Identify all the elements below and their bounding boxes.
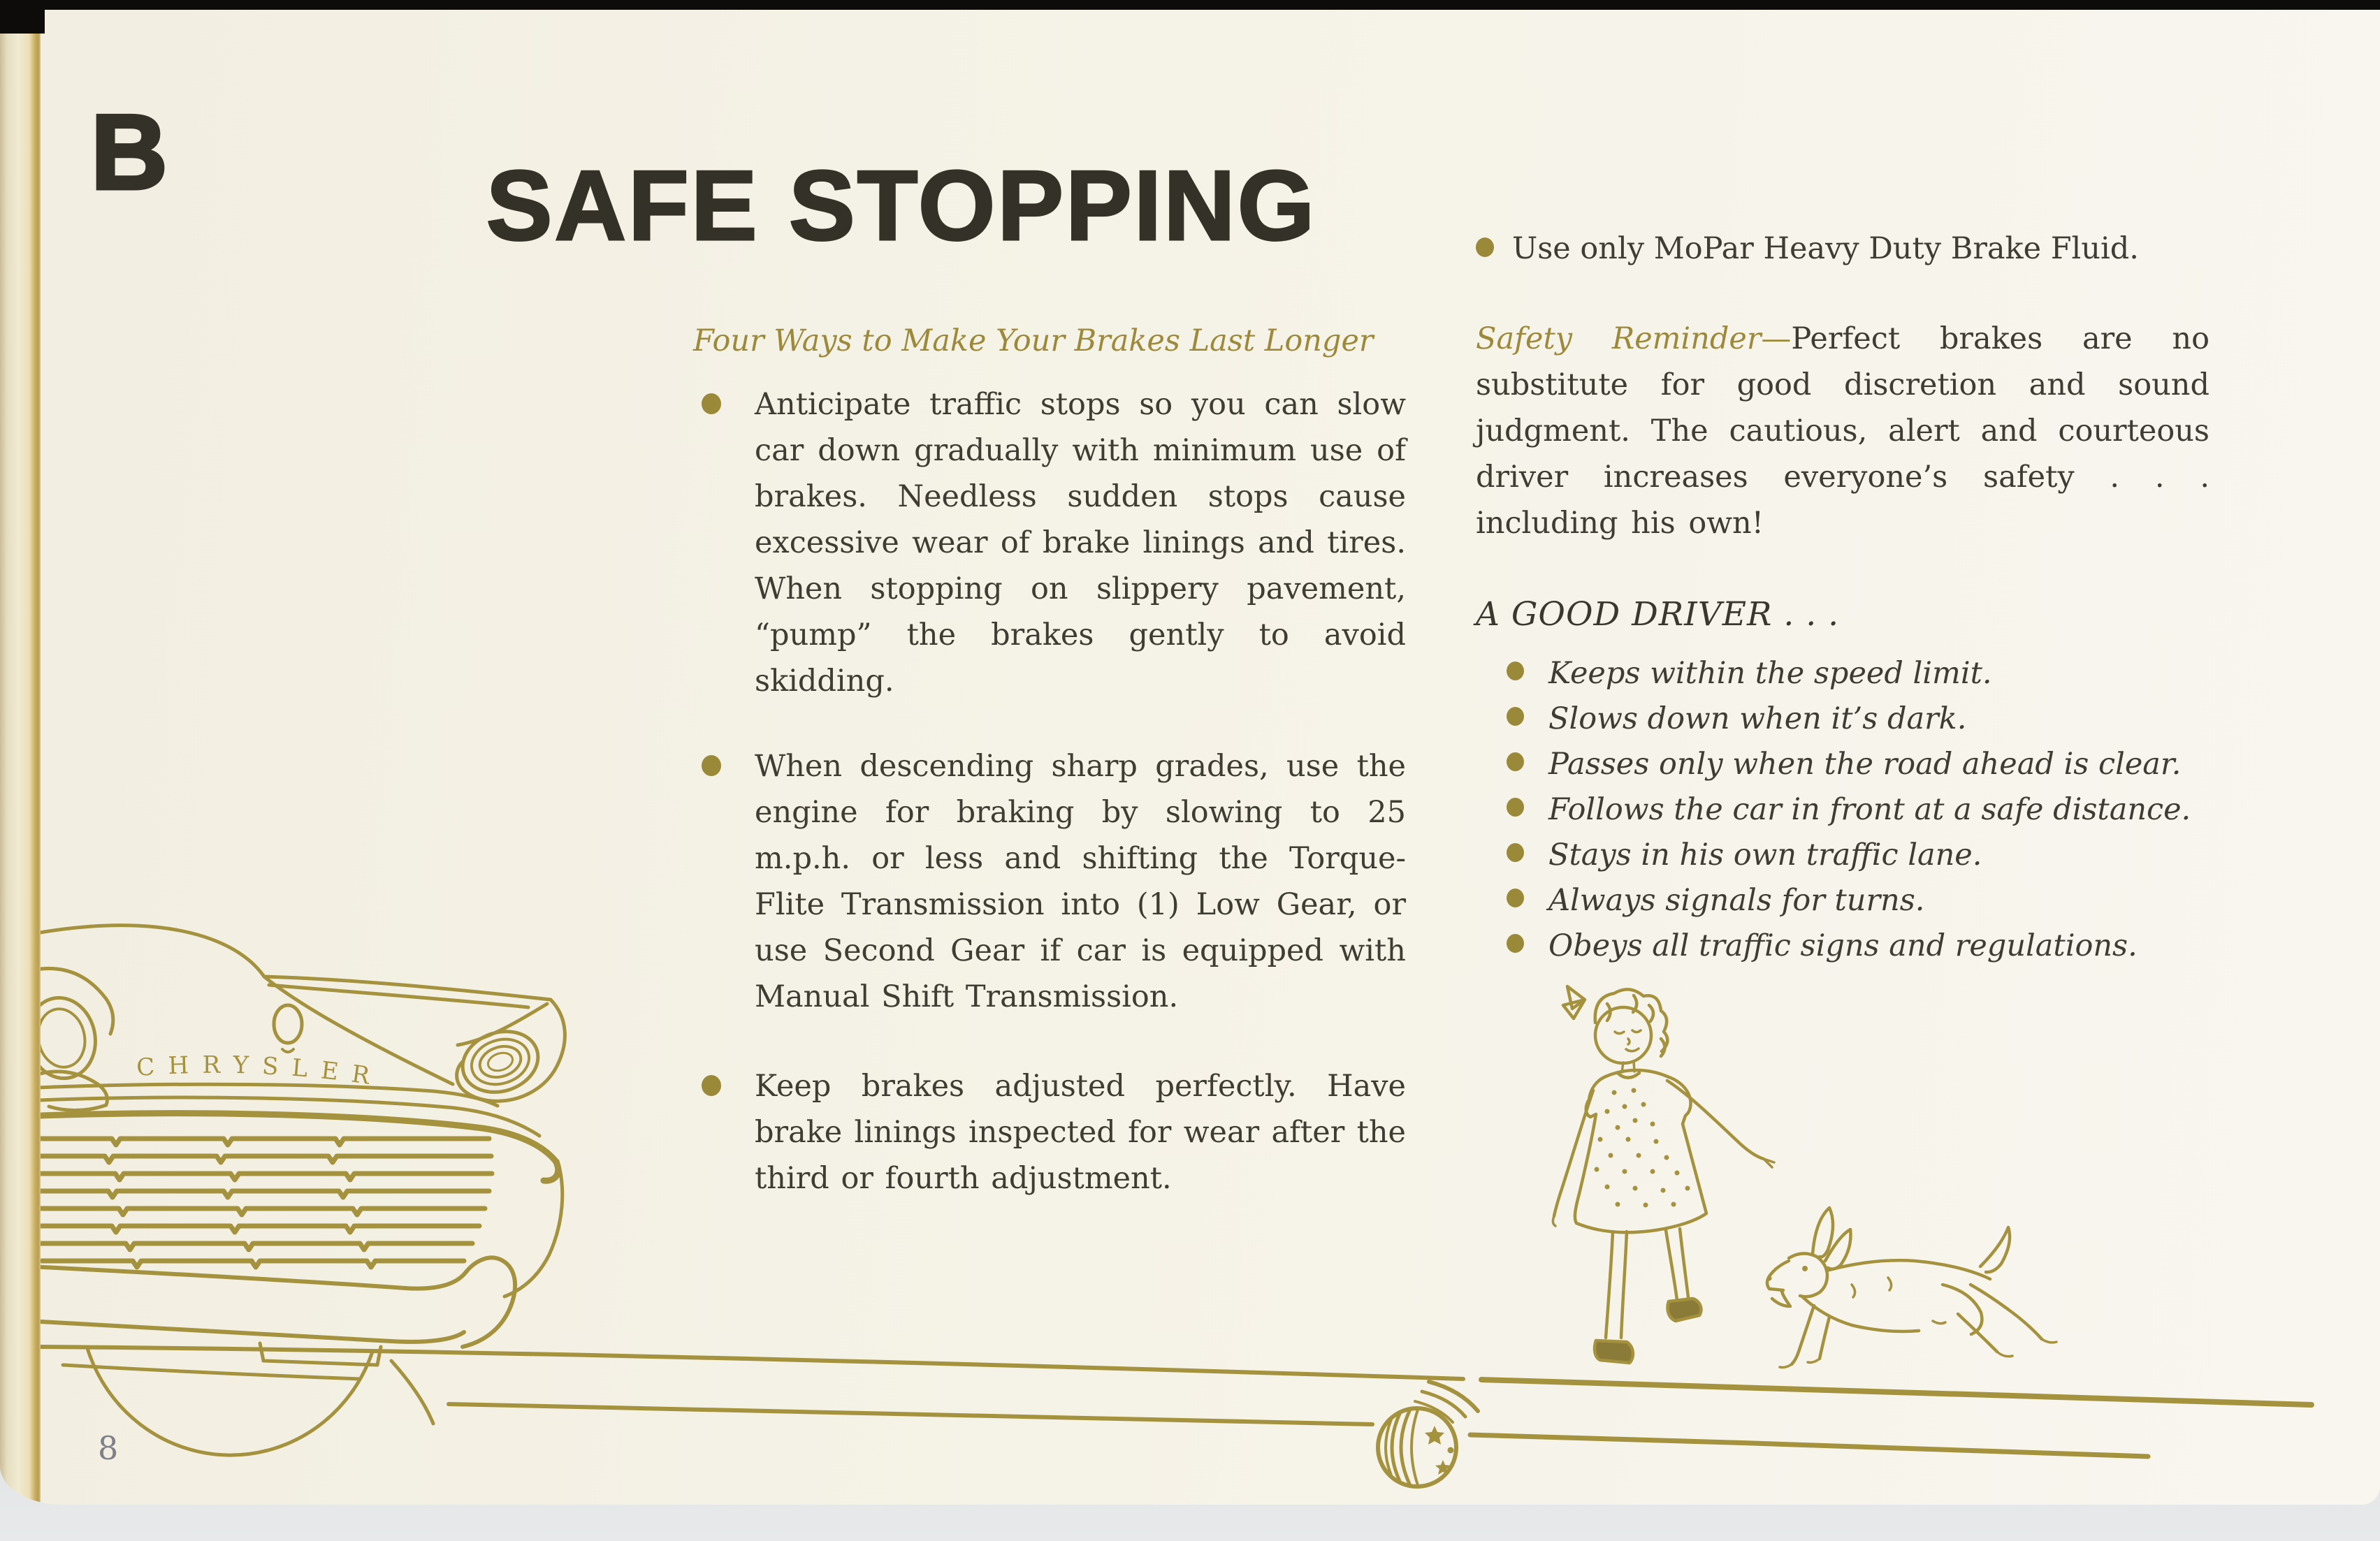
bullet-icon [702,755,721,776]
brake-fluid-note [1476,228,2244,270]
list-item [693,743,1406,1020]
polka-dots [1595,1088,1690,1208]
em-dash: — [1761,321,1792,356]
bullet-icon [1507,662,1524,680]
bullet-text: When descending sharp grades, use the engine for braking by slowing to 25 m.p.h. or less and shifting the Torque-Flite Transmission into (1) Low Gear, or use Second Gear if car is equipped with Manual Shift Transmission. [755,748,1406,1014]
bullet-icon [1507,798,1524,817]
bullet-text: Follows the car in front at a safe distance. [1548,792,2191,828]
list-item [1507,923,2244,969]
left-column [693,323,1406,1202]
bullet-text: Always signals for turns. [1548,883,1925,919]
bullet-icon [1507,889,1524,907]
page-title: SAFE STOPPING [486,150,1317,261]
safety-reminder-paragraph [1476,316,2210,546]
bullet-text: Use only MoPar Heavy Duty Brake Fluid. [1512,231,2139,266]
bullet-icon [702,393,721,414]
page-paper [0,10,2380,1505]
good-driver-list [1507,651,2244,969]
bullet-text: Passes only when the road ahead is clear. [1548,747,2182,782]
list-item [1507,742,2244,787]
bullet-icon [1507,707,1524,726]
good-driver-heading: A GOOD DRIVER . . . [1476,595,1840,634]
bullet-icon [1507,934,1524,953]
list-item [693,381,1406,704]
left-column-heading: Four Ways to Make Your Brakes Last Longer [693,323,1374,358]
bullet-text: Anticipate traffic stops so you can slow car down gradually with minimum use of brakes. Needless sudden stops cause excessive wear of brake linings and tires. When stopping on slippery pavement, “pump” the brakes gently to avoid skidding. [755,386,1406,699]
bullet-icon [1507,843,1524,862]
list-item [693,1063,1406,1202]
list-item [1507,651,2244,696]
bullet-icon [1476,238,1494,257]
list-item [1507,878,2244,923]
safety-reminder-body: Perfect brakes are no substitute for good discretion and sound judgment. The cautious, alert and courteous driver increases everyone’s safety . . . including his own! [1476,321,2210,541]
safety-reminder-label: Safety Reminder [1476,321,1762,356]
list-item [1507,696,2244,742]
brake-tips-list [693,381,1406,1202]
section-letter: B [91,93,168,212]
bullet-text: Stays in his own traffic lane. [1548,838,1982,873]
page-number: 8 [98,1429,119,1467]
bullet-icon [1507,752,1524,771]
bullet-text: Slows down when it’s dark. [1548,701,1967,737]
bullet-text: Obeys all traffic signs and regulations. [1548,928,2138,964]
chrysler-car-illustration [0,901,601,1474]
scan-top-corner [0,0,45,34]
list-item [1507,833,2244,878]
girl-and-dog-illustration [1523,956,2187,1410]
list-item [1507,787,2244,833]
bullet-text: Keeps within the speed limit. [1548,656,1992,692]
ball-illustration [1345,1372,1513,1495]
car-brand-lettering: CHRYSLER [136,1051,385,1093]
bullet-text: Keep brakes adjusted perfectly. Have brake linings inspected for wear after the third or fourth adjustment. [755,1068,1406,1196]
right-column [1476,228,2244,969]
page-edge-left [0,10,41,1505]
bullet-icon [702,1075,721,1096]
